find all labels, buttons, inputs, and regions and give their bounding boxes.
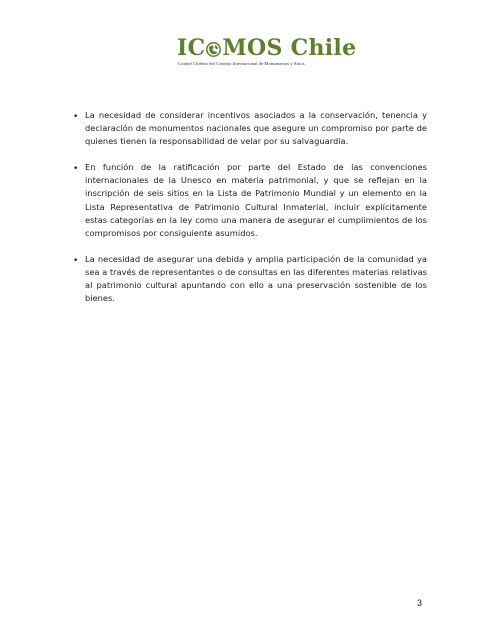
bullet-text: La necesidad de asegurar una debida y amplia participación de la comunidad ya sea a través de representantes o de consultas en las diferentes materias relativas al patrimonio cultural apuntando con ello a una preservación sostenible de los bienes. xyxy=(85,253,427,304)
globe-icon xyxy=(206,42,221,57)
bullet-text: La necesidad de considerar incentivos asociados a la conservación, tenencia y declaración de monumentos nacionales que asegure un compromiso por parte de quienes tienen la responsabilidad de velar por su salvaguardia. xyxy=(85,110,427,147)
bullet-marker: • xyxy=(73,164,79,175)
bullet-list xyxy=(73,109,427,318)
list-item xyxy=(73,161,427,240)
logo-title xyxy=(177,36,356,60)
logo-text-right: MOS Chile xyxy=(222,35,357,61)
list-item xyxy=(73,253,427,305)
page-number: 3 xyxy=(417,598,423,608)
bullet-marker: • xyxy=(73,112,79,122)
icomos-chile-logo xyxy=(177,35,357,70)
logo-text-left: IC xyxy=(177,35,206,61)
logo-subtitle: Comité Chileno del Consejo Internacional de Monumentos y Sitios xyxy=(178,61,305,66)
bullet-text: En función de la ratificación por parte del Estado de las convenciones internacionales de la Unesco en materia patrimonial, y que se reflejan en la inscripción de seis sitios en la Lista de Patrimonio Mundial y un elemento en la Lista Representativa de Patrimonio Cultural Inmaterial, incluir explícitamente estas categorías en la ley como una manera de asegurar el cumplimientos de los compromisos por consiguiente asumidos. xyxy=(85,162,427,238)
list-item xyxy=(73,109,427,148)
bullet-marker: • xyxy=(73,255,79,266)
